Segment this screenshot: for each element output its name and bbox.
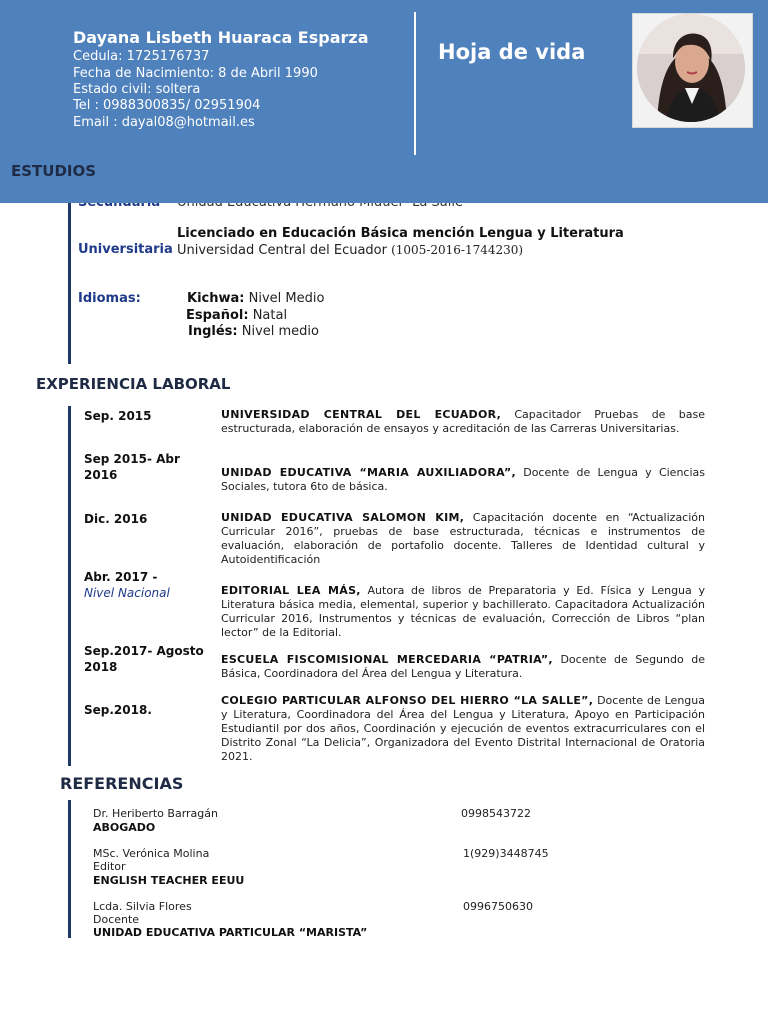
exp-org: ESCUELA FISCOMISIONAL MERCEDARIA “PATRIA”, [221,653,553,666]
experiencia-bar [68,406,71,766]
email: Email : dayal08@hotmail.es [73,115,255,130]
section-title-estudios: ESTUDIOS [11,162,97,180]
exp-desc [221,511,705,567]
exp-text: Docente de Lengua y Ciencias Sociales, tutora 6to de básica. [221,466,705,493]
ref-name: Dr. Heriberto Barragán [93,807,218,820]
ref-org [93,926,367,939]
degree: Licenciado en Educación Básica mención Lengua y Literatura [177,226,624,241]
exp-org: UNIVERSIDAD CENTRAL DEL ECUADOR, [221,408,502,421]
exp-org: COLEGIO PARTICULAR ALFONSO DEL HIERRO “LA SALLE”, [221,694,594,707]
civil-status: Estado civil: soltera [73,82,201,97]
idioma-kichwa [187,291,324,306]
ref-org [93,821,155,834]
exp-text: Docente de Lengua y Literatura, Coordinadora del Área del Lengua y Literatura, Apoyo en Participación Estudiantil por dos años, Coordinación y ejecución de eventos extracurriculares con el Distrito Zonal “La Delicia”, Organizadora del Evento Distrital Internacional de Oratoria 2021. [221,694,705,763]
ref-org [93,874,244,887]
ref-name: MSc. Verónica Molina [93,847,210,860]
university-name: Universidad Central del Ecuador [177,243,387,258]
section-title-experiencia: EXPERIENCIA LABORAL [36,375,231,393]
exp-date-note: Nivel Nacional [84,586,170,600]
header-divider [414,12,416,155]
ref-phone: 0996750630 [463,900,533,913]
exp-text: Docente de Segundo de Básica, Coordinadora del Área del Lengua y Literatura. [221,653,705,680]
exp-text: Autora de libros de Preparatoria y Ed. Física y Lengua y Literatura básica media, elemental, superior y bachillerato. Capacitadora Actualización Curricular 2016, Instrumentos y técnicas de evaluación, Corrección de Libros “plan lector” de la Editorial. [221,584,705,639]
idioma-level: Natal [252,308,288,323]
estudios-bar [68,196,71,364]
exp-text: Capacitación docente en “Actualización Curricular 2016”, pruebas de base estructurada, técnicas e instrumentos de evaluación, elaboración de portafolio docente. Talleres de Identidad cultural y Autoidentificación [221,511,705,566]
idioma-level: Nivel medio [241,324,320,339]
idioma-espanol [186,308,287,323]
profile-photo [637,14,745,122]
cedula: Cedula: 1725176737 [73,49,210,64]
exp-date [84,569,212,601]
exp-desc [221,584,705,640]
ref-phone: 0998543722 [461,807,531,820]
ref-org-text: UNIDAD EDUCATIVA PARTICULAR “MARISTA” [93,926,368,939]
exp-date: Sep.2018. [84,703,152,717]
person-name: Dayana Lisbeth Huaraca Esparza [73,28,369,47]
exp-org: UNIDAD EDUCATIVA “MARIA AUXILIADORA”, [221,466,516,479]
idioma-name: Español: [186,308,249,323]
section-title-referencias: REFERENCIAS [60,774,184,793]
exp-desc [221,653,705,681]
exp-date: Sep. 2015 [84,409,152,423]
universitaria-label: Universitaria [78,242,173,257]
university [177,243,523,258]
university-registro: (1005-2016-1744230) [391,243,524,257]
exp-text: Capacitador Pruebas de base estructurada, elaboración de ensayos y acreditación de las Carreras Universitarias. [221,408,705,435]
ref-phone: 1(929)3448745 [463,847,549,860]
referencias-bar [68,800,71,938]
exp-date-text: Abr. 2017 - [84,570,158,584]
idioma-name: Kichwa: [187,291,245,306]
idioma-name: Inglés: [188,324,238,339]
idioma-level: Nivel Medio [248,291,325,306]
exp-date: Sep 2015- Abr 2016 [84,452,180,482]
ref-role: Docente [93,913,140,926]
ref-org-text: ABOGADO [93,821,156,834]
exp-desc [221,694,705,764]
exp-date: Dic. 2016 [84,512,148,526]
ref-org-text: ENGLISH TEACHER EEUU [93,874,245,887]
exp-desc [221,408,705,436]
exp-org: UNIDAD EDUCATIVA SALOMON KIM, [221,511,465,524]
exp-date: Sep.2017- Agosto 2018 [84,644,204,674]
ref-role: Editor [93,860,126,873]
phone: Tel : 0988300835/ 02951904 [73,98,261,113]
exp-desc [221,466,705,494]
document-title: Hoja de vida [438,40,586,64]
exp-org: EDITORIAL LEA MÁS, [221,584,361,597]
idioma-ingles [188,324,319,339]
idiomas-label: Idiomas: [78,291,141,306]
ref-name: Lcda. Silvia Flores [93,900,192,913]
birth-date: Fecha de Nacimiento: 8 de Abril 1990 [73,66,318,81]
